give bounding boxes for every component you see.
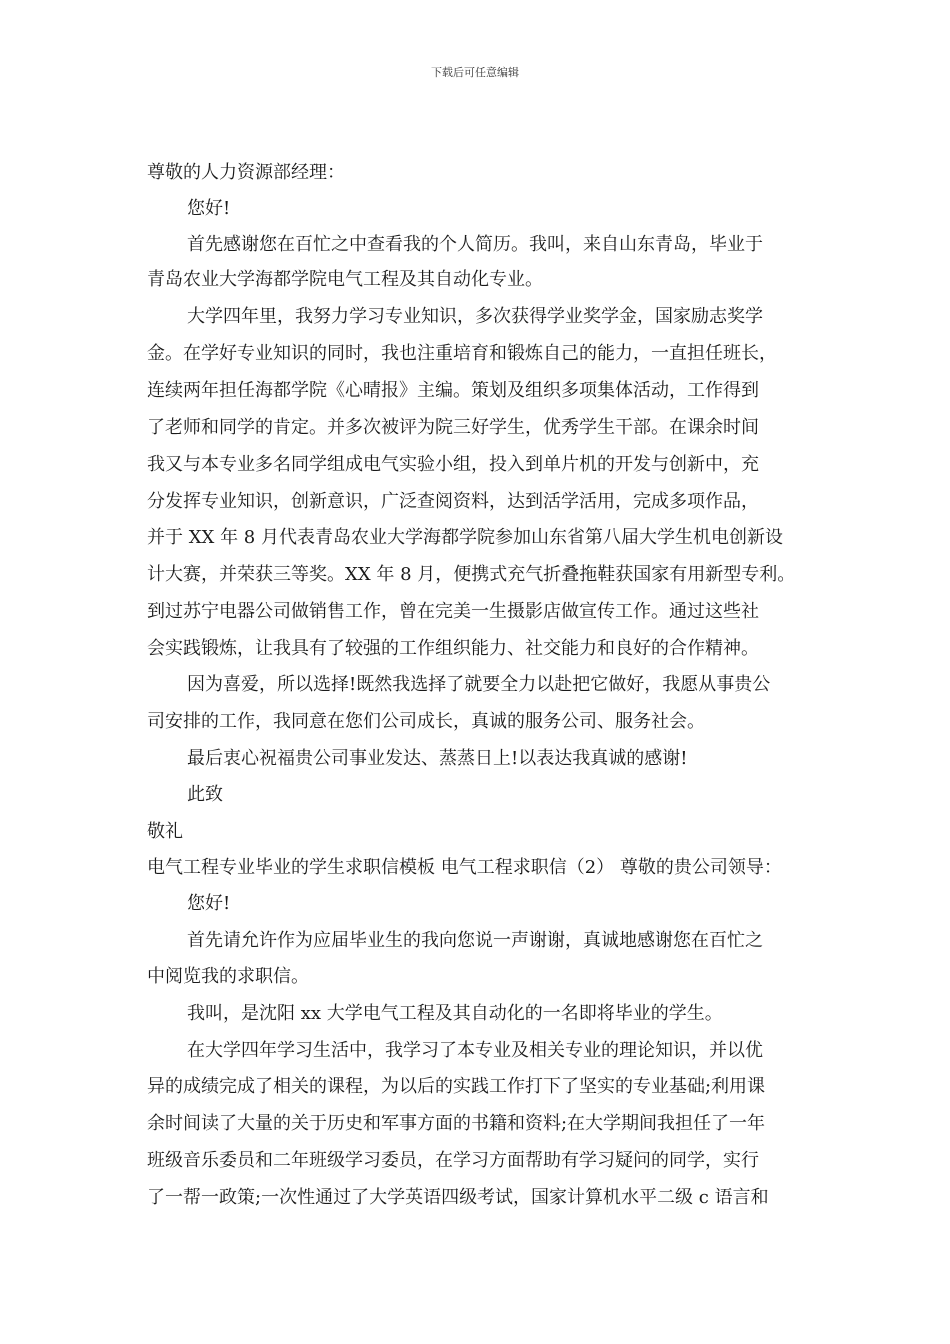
body-line: 金。在学好专业知识的同时，我也注重培育和锻炼自己的能力，一直担任班长， bbox=[147, 343, 777, 364]
body-line: 最后衷心祝福贵公司事业发达、蒸蒸日上!以表达我真诚的感谢! bbox=[187, 748, 688, 769]
closing-cizhi: 此致 bbox=[187, 784, 223, 805]
body-line: 了一帮一政策;一次性通过了大学英语四级考试，国家计算机水平二级 c 语言和 bbox=[147, 1187, 769, 1208]
body-line: 首先请允许作为应届毕业生的我向您说一声谢谢，真诚地感谢您在百忙之 bbox=[187, 930, 763, 951]
salutation: 尊敬的人力资源部经理： bbox=[147, 162, 345, 183]
body-line: 首先感谢您在百忙之中查看我的个人简历。我叫，来自山东青岛，毕业于 bbox=[187, 234, 763, 255]
body-line: 因为喜爱，所以选择!既然我选择了就要全力以赴把它做好，我愿从事贵公 bbox=[187, 674, 771, 695]
greeting: 您好! bbox=[187, 893, 231, 914]
section-title: 电气工程专业毕业的学生求职信模板 电气工程求职信（2） 尊敬的贵公司领导： bbox=[147, 857, 782, 878]
body-line: 司安排的工作，我同意在您们公司成长，真诚的服务公司、服务社会。 bbox=[147, 711, 705, 732]
body-line: 中阅览我的求职信。 bbox=[147, 966, 309, 987]
body-line: 连续两年担任海都学院《心晴报》主编。策划及组织多项集体活动，工作得到 bbox=[147, 380, 759, 401]
body-line: 我又与本专业多名同学组成电气实验小组，投入到单片机的开发与创新中，充 bbox=[147, 454, 759, 475]
body-line: 并于 XX 年 8 月代表青岛农业大学海都学院参加山东省第八届大学生机电创新设 bbox=[147, 527, 783, 548]
body-line: 余时间读了大量的关于历史和军事方面的书籍和资料;在大学期间我担任了一年 bbox=[147, 1113, 766, 1134]
body-line: 异的成绩完成了相关的课程，为以后的实践工作打下了坚实的专业基础;利用课 bbox=[147, 1076, 766, 1097]
body-line: 大学四年里，我努力学习专业知识，多次获得学业奖学金，国家励志奖学 bbox=[187, 306, 763, 327]
greeting: 您好! bbox=[187, 198, 231, 219]
closing-jingli: 敬礼 bbox=[147, 821, 183, 842]
body-line: 会实践锻炼，让我具有了较强的工作组织能力、社交能力和良好的合作精神。 bbox=[147, 638, 759, 659]
page-header: 下载后可任意编辑 bbox=[431, 66, 519, 79]
body-line: 在大学四年学习生活中，我学习了本专业及相关专业的理论知识，并以优 bbox=[187, 1040, 763, 1061]
body-line: 了老师和同学的肯定。并多次被评为院三好学生，优秀学生干部。在课余时间 bbox=[147, 417, 759, 438]
body-line: 班级音乐委员和二年班级学习委员，在学习方面帮助有学习疑问的同学，实行 bbox=[147, 1150, 759, 1171]
body-line: 我叫，是沈阳 xx 大学电气工程及其自动化的一名即将毕业的学生。 bbox=[187, 1003, 723, 1024]
body-line: 分发挥专业知识，创新意识，广泛查阅资料，达到活学活用，完成多项作品， bbox=[147, 491, 759, 512]
body-line: 计大赛，并荣获三等奖。XX 年 8 月，便携式充气折叠拖鞋获国家有用新型专利。 bbox=[147, 564, 796, 585]
body-line: 到过苏宁电器公司做销售工作，曾在完美一生摄影店做宣传工作。通过这些社 bbox=[147, 601, 759, 622]
body-line: 青岛农业大学海都学院电气工程及其自动化专业。 bbox=[147, 269, 543, 290]
